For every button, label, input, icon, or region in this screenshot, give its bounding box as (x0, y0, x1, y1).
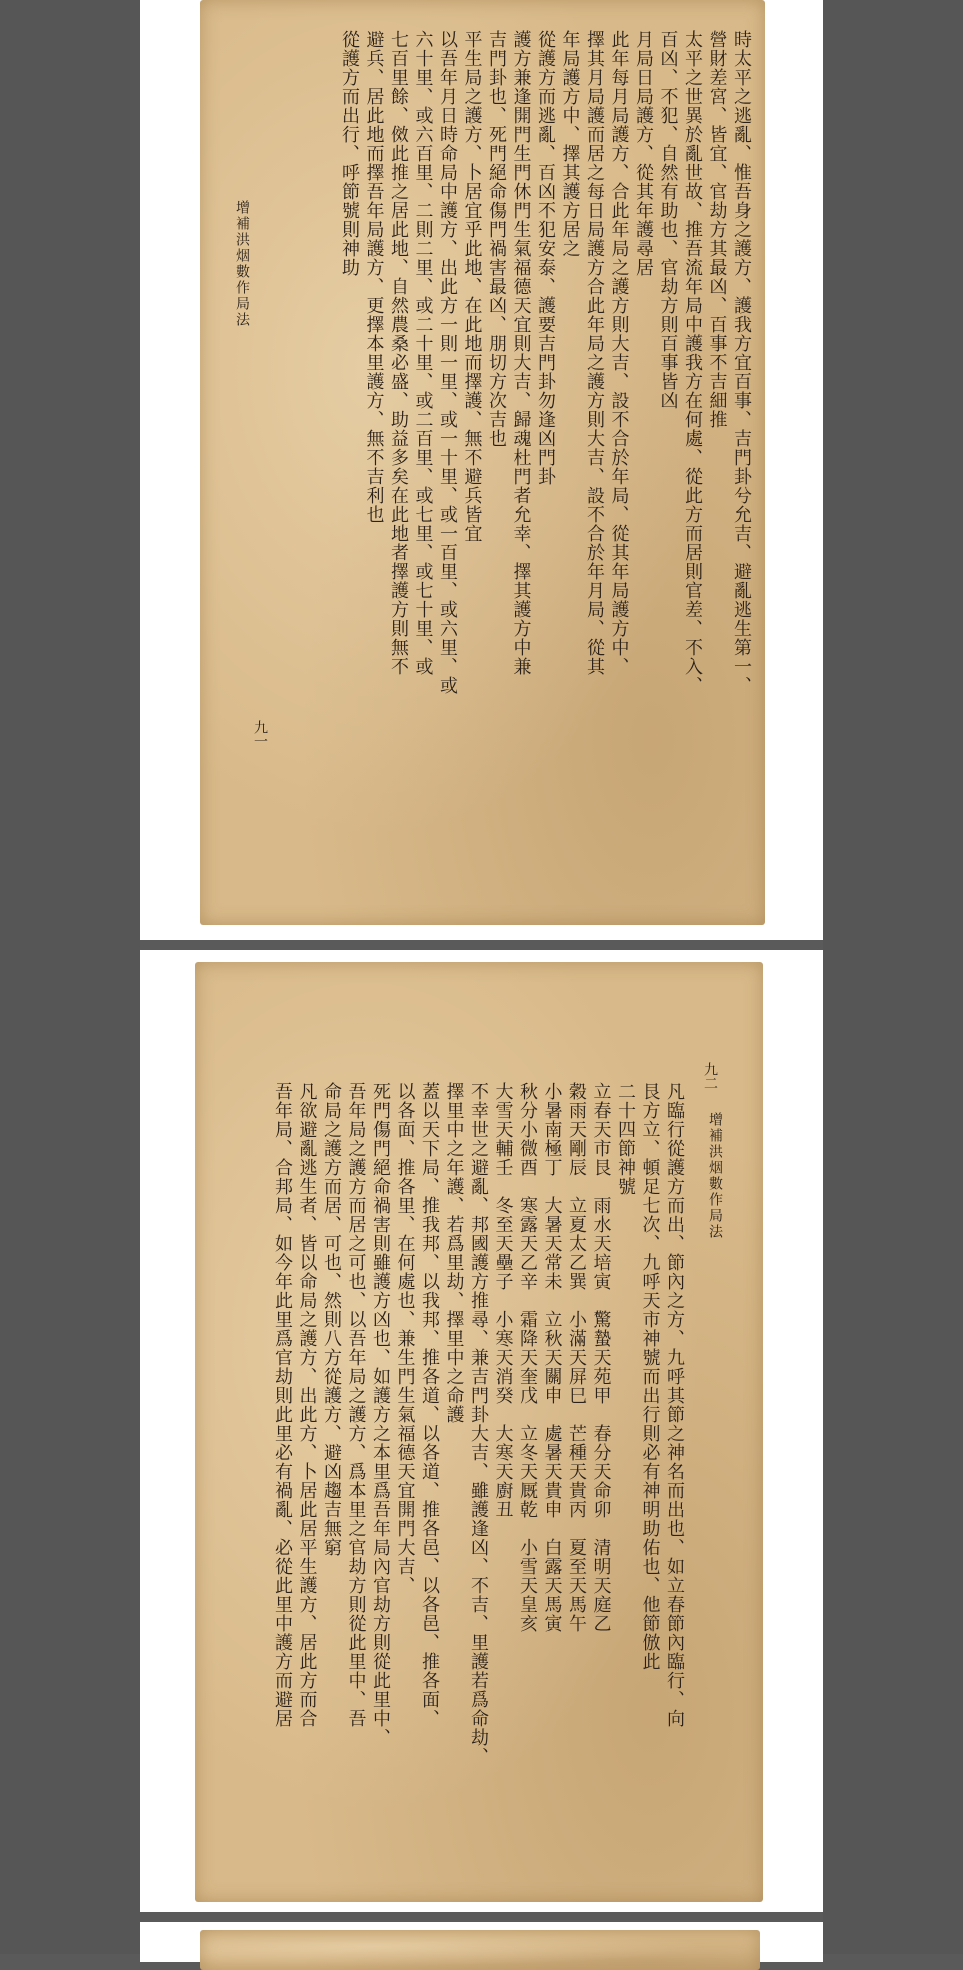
text-column: 穀雨天剛辰 立夏太乙巽 小滿天屏巳 芒種天貴丙 夏至天馬午 (566, 1082, 587, 1633)
text-column: 從護方而出行、呼節號則神助 (339, 30, 360, 277)
page-number: 九二 (702, 1062, 718, 1090)
text-column: 秋分小微酉 寒露天乙辛 霜降天奎戊 立冬天厩乾 小雪天皇亥 (517, 1082, 538, 1633)
viewer-right-gutter (823, 0, 963, 1954)
scanned-page-1 (200, 0, 765, 925)
text-column: 避兵、居此地而擇吾年局護方、更擇本里護方、無不吉利也 (363, 30, 385, 524)
text-column: 立春天市艮 雨水天培寅 驚蟄天苑甲 春分天命卯 清明天庭乙 (590, 1082, 612, 1633)
text-column: 營財差宮、皆宜、官劫方其最凶、百事不吉細推 (706, 30, 728, 429)
text-column: 凡臨行從護方而出、節內之方、九呼其節之神名而出也、如立春節內臨行、向 (664, 1082, 685, 1728)
text-column: 以吾年月日時命局中護方、出此方一則一里、或一十里、或一百里、或六里、或 (437, 30, 458, 695)
text-column: 二十四節神號 (615, 1082, 636, 1196)
text-column: 月局日局護方、從其年護尋居 (633, 30, 654, 277)
text-column: 命局之護方而居、可也、然則八方從護方、避凶趨吉無窮 (321, 1082, 342, 1557)
text-column: 吾年局之護方而居之可也、以吾年局之護方、爲本里之官劫方則從此里中、吾 (345, 1082, 367, 1728)
text-column: 時太平之逃亂、惟吾身之護方、護我方宜百事、吉門卦兮允吉、避亂逃生第一、 (731, 30, 752, 695)
text-column: 擇里中之年護、若爲里劫、擇里中之命護 (443, 1082, 465, 1424)
scanned-page-3 (200, 1930, 760, 1970)
scanned-page-2 (195, 962, 763, 1902)
text-column: 從護方而逃亂、百凶不犯安泰、護要吉門卦勿逢凶門卦 (535, 30, 556, 486)
text-column: 小暑南極丁 大暑天常未 立秋天關申 處暑天貴申 白露天馬寅 (541, 1082, 563, 1633)
text-column: 死門傷門絕命禍害則雖護方凶也、如護方之本里爲吾年局內官劫方則從此里中、 (370, 1082, 391, 1747)
text-column: 護方兼逢開門生門休門生氣福德天宜則大吉、歸魂杜門者允幸、擇其護方中兼 (510, 30, 532, 676)
text-column: 擇其月局護而居之每日局護方合此年局之護方則大吉、設不合於年月局、從其 (584, 30, 605, 676)
page-header: 增補洪烟數作局法 (707, 1112, 723, 1240)
page-sheet-1 (140, 0, 823, 940)
text-column: 七百里餘、傚此推之居此地、自然農桑必盛、助益多矣在此地者擇護方則無不 (388, 30, 409, 676)
text-column: 此年每月局護方、合此年局之護方則大吉、設不合於年局、從其年局護方中、 (608, 30, 630, 676)
text-column: 六十里、或六百里、二則二里、或二十里、或二百里、或七里、或七十里、或 (412, 30, 434, 676)
text-column: 太平之世異於亂世故、推吾流年局中護我方在何處、從此方而居則官差、不入、 (682, 30, 703, 695)
page-header: 增補洪烟數作局法 (234, 200, 250, 328)
text-column: 凡欲避亂逃生者、皆以命局之護方、出此方、卜居此居平生護方、居此方而合 (296, 1082, 318, 1728)
text-column: 吉門卦也、死門絕命傷門禍害最凶、朋切方次吉也 (486, 30, 507, 448)
page-sheet-3 (140, 1922, 823, 1962)
text-column: 百凶、不犯、自然有助也、官劫方則百事皆凶 (657, 30, 679, 410)
text-column: 不幸世之避亂、邦國護方推尋、兼吉門卦大吉、雖護逢凶、不吉、里護若爲命劫、 (468, 1082, 489, 1766)
text-column: 吾年局、合邦局、如今年此里爲官劫則此里必有禍亂、必從此里中護方而避居 (272, 1082, 293, 1728)
viewer-left-gutter (0, 0, 140, 1954)
page-sheet-2 (140, 950, 823, 1912)
text-column: 以各面、推各里、在何處也、兼生門生氣福德天宜開門大吉、 (394, 1082, 416, 1595)
text-column: 年局護方中、擇其護方居之 (559, 30, 581, 258)
text-column: 蓋以天下局、推我邦、以我邦、推各道、以各道、推各邑、以各邑、推各面、 (419, 1082, 440, 1728)
text-column: 平生局之護方、卜居宜乎此地、在此地而擇護、無不避兵皆宜 (461, 30, 483, 543)
text-column: 艮方立、頓足七次、九呼天市神號而出行則必有神明助佑也、他節倣此 (639, 1082, 661, 1671)
text-column: 大雪天輔壬 冬至天壘子 小寒天消癸 大寒天廚丑 (492, 1082, 514, 1519)
page-number: 九一 (252, 720, 268, 748)
